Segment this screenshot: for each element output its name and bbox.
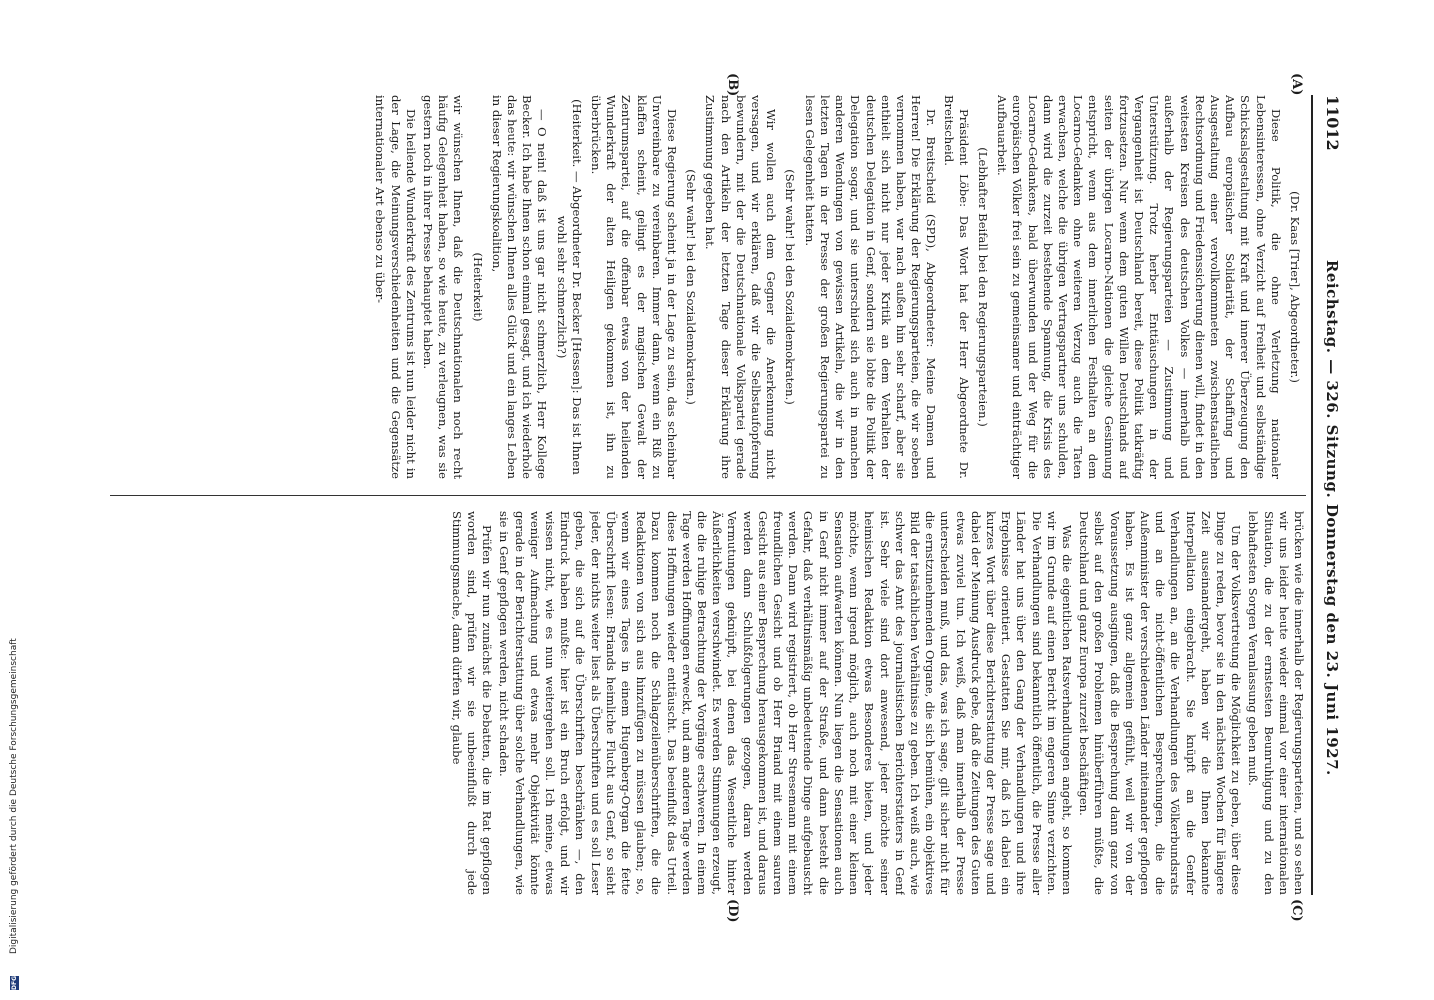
paragraph: Um der Volksvertretung die Möglichkeit zu geben, über diese Dinge zu reden, bevor sie in den nächsten Wochen für längere Zeit auseinandergeht, haben wir die Ihnen bekannte Interpellation eingebracht. Sie knüpft an die Genfer Verhandlungen an, an die Verhandlungen des Völkerbundsrats und an die nicht-öffentlichen Besprechungen, die die Außenminister der verschiedenen Länder miteinander gepflogen haben. Es ist ganz allgemein gefühlt, weil wir von der Voraussetzung ausgingen, daß die Besprechung dann ganz von selbst auf den großen Problemen hinüberführen müßte, die Deutschland und ganz Europa zurzeit beschäftigen. (1077, 511, 1244, 895)
paragraph: Die heilende Wunderkraft des Zentrums ist nun leider nicht in der Lage, die Meinungsverschiedenheiten und die Gegensätze internationaler Art ebenso zu über- (373, 95, 418, 479)
page-header (1314, 95, 1340, 895)
document-page (100, 73, 1342, 923)
dfg-logo: DFG (10, 975, 18, 990)
interjection: (Sehr wahr! bei den Sozialdemokraten.) (783, 169, 798, 405)
footer-credit (8, 0, 20, 990)
footer (8, 0, 20, 1000)
right-column (106, 511, 1306, 895)
margin-marker-a: (A) (1289, 73, 1304, 96)
paragraph: — O nein! daß ist uns gar nicht schmerzlich, Herr Kollege Becker. Ich habe Ihnen schon einmal gesagt, und ich wiederhole das heute: wir wünschen Ihnen alles Glück und ein langes Leben in dieser Regierungskoalition, (489, 95, 550, 479)
interjection: (Heiterkeit) (470, 252, 485, 322)
paragraph: Wir wollen auch dem Gegner die Anerkennung nicht versagen, und wir erklären, daß wir die Selbstaufopferung bewundern, mit der die Deutschnationale Volkspartei gerade nach den Artikeln der letzten Tage dieser Erklärung ihre Zustimmung gegeben hat. (703, 95, 779, 479)
column-divider (110, 495, 1306, 496)
margin-marker-d: (D) (725, 899, 740, 923)
paragraph: Was die eigentlichen Ratsverhandlungen angeht, so kommen wir im Grunde auf einen Bericht im engeren Sinne verzichten. Die Verhandlungen sind bekanntlich öffentlich, die Presse aller Länder hat uns über den Gang der Verhandlungen und ihre Ergebnisse orientiert. Gestatten Sie mir, daß ich dabei ein kurzes Wort über diese Berichterstattung der Presse sage und dabei der Meinung Ausdruck gebe, daß die Zeitungen des Guten etwas zuviel tun. Ich weiß, daß man innerhalb der Presse unterscheiden muß, und das, was ich sage, gilt sicher nicht für die ernstzunehmenden Organe, die sich bemühen, ein objektives Bild der tatsächlichen Verhältnisse zu geben. Ich weiß auch, wie schwer das Amt des journalistischen Berichterstatters in Genf ist. Sehr viele sind dort anwesend, jeder möchte seiner heimischen Redaktion etwas Besonderes bieten, und jeder möchte, wenn irgend möglich, auch noch mit einer kleinen Sensation aufwarten können. Nun liegen die Sensationen auch in Genf nicht immer auf der Straße, und dann besteht die Gefahr, daß verhältnismäßig unbedeutende Dinge aufgebauscht werden. Dann wird registriert, ob Herr Stresemann mit einem freundlichen Gesicht und ob Herr Briand mit einem sauren Gesicht aus einer Besprechung herausgekommen ist, und daraus werden dann Schlußfolgerungen gezogen, daran werden Vermutungen geknüpft, bei denen das Wesentliche hinter Äußerlichkeiten verschwindet. Es werden Stimmungen erzeugt, die die ruhige Betrachtung der Vorgänge erschweren. In einem Tage werden Hoffnungen erweckt, und am anderen Tage werden diese Hoffnungen wieder enttäuscht. Das beeinflußt das Urteil. Dazu kommen noch die Schlagzeilenüberschriften, die die Redaktionen von sich aus hinzufügen zu müssen glauben; so, wenn wir eines Tages in einem Hugenberg-Organ die fette Überschrift lesen: Briands heimliche Flucht aus Genf, so sieht jeder, der nichts weiter liest als Überschriften und es soll Leser geben, die sich auf die Überschriften beschränken —, den Eindruck haben mußte: hier ist ein Bruch erfolgt, und wir wissen nicht, wie es nun weitergehen soll. Ich meine, etwas weniger Aufmachung und etwas mehr Objektivität könnte gerade in der Berichterstattung über solche Verhandlungen, wie sie in Genf gepflogen werden, nicht schaden. (497, 511, 1074, 895)
page-title: Reichstag. — 326. Sitzung. Donnerstag den 23. Juni 1927. (1323, 259, 1341, 776)
paragraph: brücken wie die innerhalb der Regierungsparteien, und so sehen wir uns leider heute wieder einmal vor einer internationalen Situation, die zu der ernstesten Beunruhigung und zu den lebhaftesten Sorgen Veranlassung geben muß. (1246, 511, 1306, 895)
paragraph: Präsident Löbe: Das Wort hat der Herr Abgeordnete Dr. Breitscheid. (941, 95, 971, 479)
applause-note: (Lebhafter Beifall bei den Regierungsparteien.) (975, 147, 990, 427)
margin-marker-c: (C) (1289, 899, 1304, 922)
paragraph: Diese Politik, die ohne Verletzung nationaler Lebensinteressen, ohne Verzicht auf Freiheit und selbständige Schicksalsgestaltung mit Kraft und innerer Überzeugung den Aufbau europäischer Solidarität, der Schaffung und Ausgestaltung einer vervollkommneten zwischenstaatlichen Rechtsordnung und Friedenssicherung dienen will, findet in den weitesten Kreisen des deutschen Volkes — innerhalb und außerhalb der Regierungsparteien — Zustimmung und Unterstützung. Trotz herber Enttäuschungen in der Vergangenheit ist Deutschland bereit, diese Politik tatkräftig fortzusetzen. Nur wenn dem guten Willen Deutschlands auf seiten der übrigen Locarno-Nationen die gleiche Gesinnung entspricht, wenn aus dem innerlichen Festhalten an dem Locarno-Gedanken ohne weiteren Verzug auch die Taten erwachsen, welche die übrigen Vertragspartner uns schulden, dann wird die zurzeit bestehende Spannung, die Krisis des Locarno-Gedankens, bald überwunden und der Weg für die europäischen Völker frei sein zu gemeinsamer und einträchtiger Aufbauarbeit. (995, 95, 1283, 479)
page-number: 11012 (1323, 95, 1342, 151)
interjection: (Sehr wahr! bei den Sozialdemokraten.) (684, 169, 699, 405)
margin-marker-b: (B) (725, 73, 740, 97)
interjection: (Heiterkeit. — Abgeordneter Dr. Becker [Hessen]: Das ist Ihnen wohl sehr schmerzlich?) (554, 99, 584, 475)
paragraph: Prüfen wir nun zunächst die Debatten, die im Rat gepflogen worden sind, prüfen wir sie unbeeinflußt durch jede Stimmungsmache, dann dürfen wir, glaube (449, 511, 495, 895)
paragraph: Dr. Breitscheid (SPD), Abgeordneter: Meine Damen und Herren! Die Erklärung der Regierungsparteien, die wir soeben vernommen haben, war nach außen hin sehr scharf, aber sie enthielt sich nicht nur jeder Kritik an dem Verhalten der deutschen Delegation in Genf, sondern sie lobte die Politik der Delegation sogar, und sie unterschied sich auch in manchen anderen Wendungen von gewissen Artikeln, die wir in den letzten Tagen in der Presse der großen Regierungspartei zu lesen Gelegenheit hatten. (802, 95, 939, 479)
paragraph: Diese Regierung scheint ja in der Lage zu sein, das scheinbar Unvereinbare zu vereinbaren. Immer dann, wenn ein Riß zu klaffen scheint, gelingt es der magischen Gewalt der Zentrumspartei, auf die offenbar etwas von der heilenden Wunderkraft der alten Heiligen gekommen ist, ihn zu überbrücken. (589, 95, 680, 479)
left-column (106, 95, 1306, 479)
header-rule (1311, 95, 1313, 895)
speaker-note: (Dr. Kaas [Trier], Abgeordneter.) (1288, 191, 1302, 383)
footer-text: Digitalisierung gefördert durch die Deutsche Forschungsgemeinschaft (9, 638, 19, 954)
paragraph: wir wünschen Ihnen, daß die Deutschnationalen noch recht häufig Gelegenheit haben, so wie heute, zu verleugnen, was sie gestern noch in ihrer Presse behauptet haben. (421, 95, 466, 479)
